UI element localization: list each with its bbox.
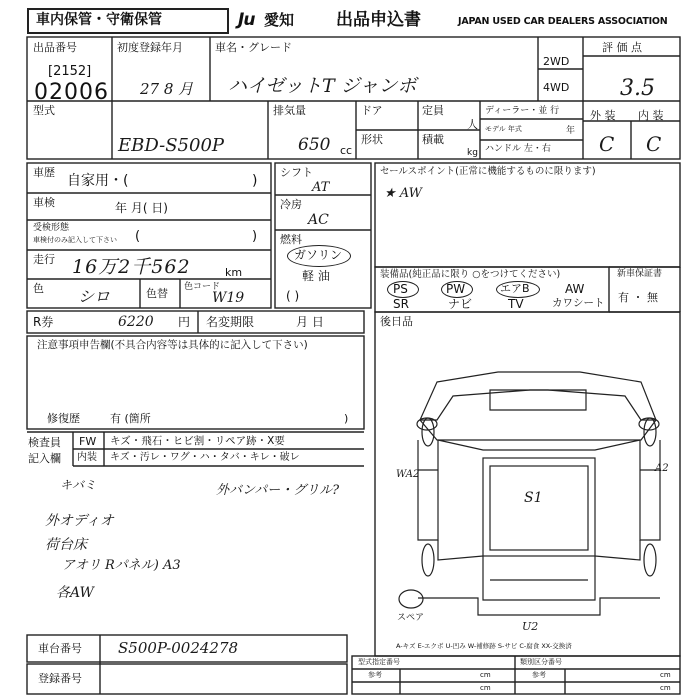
exterior-value: C: [599, 132, 615, 156]
color-label: 色: [33, 282, 44, 295]
shape-label: 形状: [361, 133, 383, 146]
reception-note: 車検付のみ記入して下さい: [33, 236, 117, 244]
dealer-label: ディーラー・並 行: [485, 106, 560, 116]
mileage-label: 走行: [33, 253, 55, 266]
equipment-airbag: エアB: [500, 282, 530, 295]
drive-4wd: 4WD: [543, 81, 570, 94]
history-label: 車歴: [33, 166, 55, 179]
cm-2: cm: [660, 671, 671, 679]
model-name-label: 車名・グレード: [215, 41, 292, 54]
form-title: 出品申込書: [336, 10, 421, 30]
reception-paren-close: ): [252, 229, 258, 244]
mileage-unit: km: [225, 266, 243, 279]
displacement-value: 650: [298, 135, 331, 155]
aircon-value: AC: [308, 212, 329, 228]
sales-point-value: ★ AW: [384, 186, 423, 201]
damage-legend: A-キズ E-エクボ U-凹み W-補修跡 S-サビ C-腐食 XX-交換済: [396, 642, 572, 650]
name-change-label: 名変期限: [206, 315, 255, 329]
load-unit: kg: [467, 148, 478, 158]
diagram-right-mark: A2: [655, 463, 669, 474]
ju-logo-icon: Ju: [238, 10, 255, 30]
color-code-label: 色コード: [184, 282, 221, 292]
handle-label: ハンドル 左・右: [485, 144, 551, 154]
reception-paren-open: (: [135, 229, 141, 244]
first-registration-label: 初度登録年月: [117, 41, 183, 54]
sales-point-label: セールスポイント(正常に機能するものに限ります): [380, 166, 596, 177]
type-label: 型式: [33, 104, 55, 117]
capacity-label: 定員: [422, 104, 444, 117]
displacement-label: 排気量: [273, 104, 306, 117]
interior-insp-label: 内装: [77, 452, 97, 463]
equipment-pw: PW: [446, 282, 466, 296]
recycle-label: R券: [33, 315, 54, 329]
cm-3: cm: [480, 684, 491, 692]
year-unit: 年: [566, 126, 576, 136]
equipment-tv: TV: [508, 297, 524, 311]
history-close: ): [252, 173, 258, 189]
model-name-value: ハイゼットT ジャンボ: [228, 75, 417, 97]
repair-history-close: ): [344, 412, 349, 425]
aircon-label: 冷房: [280, 198, 302, 211]
displacement-unit: cc: [340, 144, 353, 157]
inspector-note-4: 荷台床: [45, 537, 87, 553]
equipment-aw: AW: [565, 282, 585, 296]
load-label: 積載: [422, 133, 444, 146]
interior-value: C: [646, 132, 662, 156]
exterior-label: 外 装: [590, 109, 616, 122]
reference-2: 参考: [532, 671, 546, 679]
inspector-note-6: 各AW: [56, 585, 94, 601]
cm-4: cm: [660, 684, 671, 692]
diagram-left-mark: WA2: [396, 469, 420, 480]
fuel-diesel: 軽 油: [302, 269, 330, 283]
inspector-label-1: 検査員: [28, 436, 61, 449]
fuel-other: ( ): [286, 289, 300, 303]
chassis-label: 車台番号: [38, 642, 82, 655]
interior-label: 内 装: [638, 109, 664, 122]
mileage-value: 16万2千562: [72, 256, 191, 278]
after-items-label: 後日品: [380, 315, 413, 328]
association-name: JAPAN USED CAR DEALERS ASSOCIATION: [458, 16, 668, 27]
interior-insp-text: キズ・汚レ・ワグ・ハ・タバ・キレ・破レ: [110, 452, 300, 463]
repair-history-label: 修復歴: [47, 412, 80, 425]
reference-1: 参考: [368, 671, 382, 679]
chassis-value: S500P-0024278: [118, 639, 239, 657]
logo-text: 愛知: [264, 11, 295, 29]
spare-label: スペア: [397, 613, 425, 623]
notes-label: 注意事項申告欄(不具合内容等は具体的に記入して下さい): [37, 339, 308, 351]
fuel-label: 燃料: [280, 233, 302, 246]
recycle-value: 6220: [118, 314, 154, 330]
inspection-label: 車検: [33, 196, 55, 209]
lot-number-label: 出品番号: [33, 41, 77, 54]
registration-label: 登録番号: [38, 672, 82, 685]
door-label: ドア: [361, 104, 383, 117]
equipment-leather-seat: カワシート: [552, 297, 605, 309]
lot-number: 02006: [34, 80, 109, 105]
lot-number-small: [2152]: [48, 64, 92, 79]
storage-title: 車内保管・守衛保管: [36, 12, 162, 28]
equipment-navi: ナビ: [448, 297, 473, 311]
inspector-note-5: アオリ Rパネル) A3: [62, 558, 181, 573]
warranty-value: 有 ・ 無: [618, 291, 658, 304]
fuel-gasoline: ガソリン: [294, 248, 343, 262]
first-registration-value: 27 8 月: [140, 80, 194, 98]
equipment-sr: SR: [393, 297, 409, 311]
cm-1: cm: [480, 671, 491, 679]
inspector-note-2: 外バンパー・グリル?: [216, 483, 340, 498]
shift-value: AT: [312, 180, 330, 195]
score-label: 評 価 点: [602, 41, 642, 54]
color-change-label: 色替: [146, 287, 168, 300]
inspector-note-3: 外オディオ: [45, 513, 114, 529]
drive-2wd: 2WD: [543, 55, 570, 68]
history-value: 自家用・(: [67, 173, 129, 189]
color-code-value: W19: [212, 290, 245, 306]
name-change-value: 月 日: [296, 315, 324, 329]
diagram-center-mark: S1: [524, 490, 543, 506]
repair-history-value: 有 (箇所: [110, 412, 151, 425]
inspection-value: 年 月( 日): [115, 201, 168, 215]
designation-label: 型式指定番号: [358, 658, 400, 666]
inspector-label-2: 記入欄: [28, 452, 61, 465]
type-value: EBD-S500P: [118, 135, 225, 156]
fw-text: キズ・飛石・ヒビ割・リペア跡・X要: [110, 435, 285, 447]
color-value: シロ: [78, 287, 111, 306]
model-year-label: モデル 年式: [485, 125, 522, 133]
diagram-bottom-mark: U2: [522, 620, 539, 633]
fw-label: FW: [79, 435, 97, 448]
category-label: 類別区分番号: [520, 658, 562, 666]
warranty-label: 新車保証書: [617, 269, 663, 279]
equipment-label: 装備品(純正品に限り ○をつけてください): [380, 269, 561, 280]
equipment-ps: PS: [393, 282, 408, 296]
inspector-note-1: キバミ: [60, 478, 97, 492]
reception-label: 受検形態: [33, 223, 70, 233]
shift-label: シフト: [280, 166, 313, 179]
score-value: 3.5: [620, 76, 655, 101]
recycle-unit: 円: [178, 315, 191, 329]
capacity-unit: 人: [467, 118, 478, 131]
